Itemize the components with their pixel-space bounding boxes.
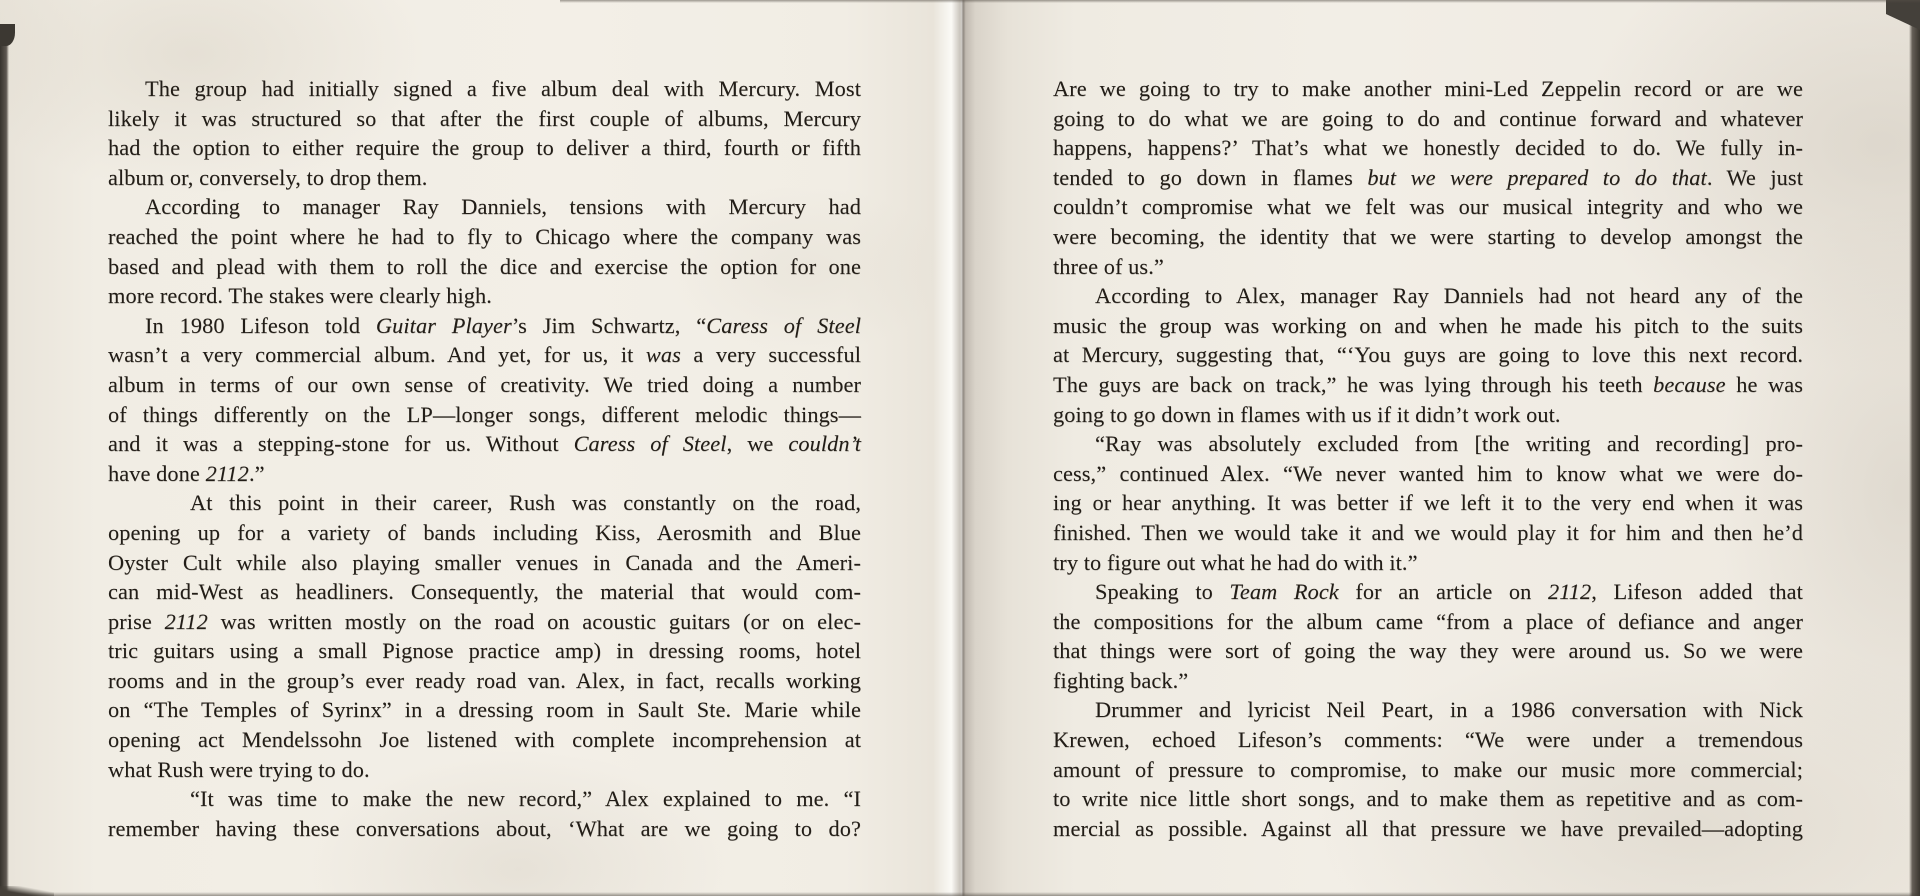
- text-line: [108, 340, 861, 370]
- text-line: [108, 104, 861, 134]
- italic-text-run: because: [1653, 371, 1726, 397]
- text-run: , Lifeson added that: [1591, 579, 1803, 605]
- paragraph: [108, 488, 861, 784]
- page-edge-left: [0, 26, 9, 896]
- text-run: three of us.”: [1053, 253, 1164, 279]
- text-line: [108, 577, 861, 607]
- text-line: [1053, 281, 1803, 311]
- paragraph: [1053, 695, 1803, 843]
- text-run: According to Alex, manager Ray Danniels had not heard any of the: [1095, 283, 1803, 309]
- text-run: album or, conversely, to drop them.: [108, 164, 428, 190]
- paragraph: [1053, 577, 1803, 695]
- text-line: [108, 725, 861, 755]
- text-run: prise: [108, 608, 165, 634]
- text-run: ing or hear anything. It was better if we left it to the very end when it was: [1053, 490, 1803, 516]
- italic-text-run: was: [645, 342, 681, 368]
- text-line: [108, 311, 861, 341]
- text-run: going to go down in flames with us if it didn’t work out.: [1053, 401, 1561, 427]
- italic-text-run: 2112: [1547, 579, 1592, 605]
- text-line: [1053, 636, 1803, 666]
- text-line: [1053, 488, 1803, 518]
- italic-text-run: Guitar Player: [375, 312, 512, 338]
- text-run: at Mercury, suggesting that, “‘You guys are going to love this next record.: [1053, 342, 1803, 368]
- page-edge-left-corner: [0, 24, 15, 46]
- text-run: wasn’t a very commercial album. And yet, for us, it: [108, 342, 646, 368]
- page-edge-right-top: [1886, 0, 1920, 38]
- paragraph: [108, 192, 861, 310]
- italic-text-run: Team Rock: [1229, 579, 1339, 605]
- text-run: of things differently on the LP—longer songs, different melodic things—: [108, 401, 861, 427]
- italic-text-run: 2112: [205, 460, 249, 486]
- text-line: [1053, 695, 1803, 725]
- text-line: [1053, 814, 1803, 844]
- text-run: what Rush were trying to do.: [108, 756, 370, 782]
- paragraph: [1053, 429, 1803, 577]
- text-line: [108, 666, 861, 696]
- text-line: [1053, 725, 1803, 755]
- paragraph: [1053, 281, 1803, 429]
- paragraph: [108, 784, 861, 843]
- text-line: [1053, 518, 1803, 548]
- text-run: “It was time to make the new record,” Alex explained to me. “I: [190, 786, 861, 812]
- text-line: [108, 784, 861, 814]
- text-line: [1053, 133, 1803, 163]
- text-line: [1053, 607, 1803, 637]
- text-line: [1053, 784, 1803, 814]
- text-run: According to manager Ray Danniels, tensions with Mercury had: [145, 194, 861, 220]
- text-run: finished. Then we would take it and we would play it for him and then he’d: [1053, 519, 1803, 545]
- text-run: a very successful: [680, 342, 861, 368]
- text-run: In 1980 Lifeson told: [145, 312, 376, 338]
- text-run: Are we going to try to make another mini-Led Zeppelin record or are we: [1053, 76, 1803, 101]
- text-run: for an article on: [1338, 579, 1548, 605]
- text-run: try to figure out what he had do with it.”: [1053, 549, 1418, 575]
- text-run: album in terms of our own sense of creativity. We tried doing a number: [108, 371, 861, 397]
- text-line: [1053, 311, 1803, 341]
- text-run: fighting back.”: [1053, 667, 1189, 693]
- text-line: [108, 281, 861, 311]
- text-line: [108, 695, 861, 725]
- text-run: .”: [248, 460, 265, 486]
- text-run: remember having these conversations about, ‘What are we going to do?: [108, 815, 861, 841]
- scan-edge-bottom: [0, 892, 1920, 896]
- italic-text-run: but we were prepared to do that: [1367, 164, 1707, 190]
- text-line: [1053, 163, 1803, 193]
- text-run: Speaking to: [1095, 579, 1230, 605]
- text-run: Drummer and lyricist Neil Peart, in a 1986 conversation with Nick: [1095, 697, 1803, 723]
- text-run: were becoming, the identity that we were starting to develop amongst the: [1053, 223, 1803, 249]
- text-run: Krewen, echoed Lifeson’s comments: “We were under a tremendous: [1053, 727, 1803, 753]
- text-run: ’s Jim Schwartz, “: [511, 312, 707, 338]
- text-line: [108, 74, 861, 104]
- text-line: [108, 222, 861, 252]
- text-run: At this point in their career, Rush was constantly on the road,: [190, 490, 861, 516]
- text-line: [1053, 548, 1803, 578]
- text-line: [108, 755, 861, 785]
- text-run: , we: [726, 431, 789, 457]
- text-run: that things were sort of going the way they were around us. So we were: [1053, 638, 1803, 664]
- text-run: mercial as possible. Against all that pressure we have prevailed—adopting: [1053, 815, 1803, 841]
- text-line: [108, 607, 861, 637]
- text-run: happens, happens?’ That’s what we honestly decided to do. We fully in-: [1053, 135, 1803, 161]
- text-line: [108, 548, 861, 578]
- text-line: [1053, 192, 1803, 222]
- text-run: the compositions for the album came “from a place of defiance and anger: [1053, 608, 1803, 634]
- text-line: [108, 518, 861, 548]
- text-line: [1053, 222, 1803, 252]
- text-run: . We just: [1706, 164, 1803, 190]
- text-run: tended to go down in flames: [1053, 164, 1368, 190]
- text-line: [1053, 577, 1803, 607]
- text-line: [1053, 340, 1803, 370]
- text-line: [1053, 252, 1803, 282]
- italic-text-run: couldn’t: [788, 431, 861, 457]
- text-line: [1053, 755, 1803, 785]
- text-run: rooms and in the group’s ever ready road van. Alex, in fact, recalls working: [108, 667, 861, 693]
- text-line: [108, 163, 861, 193]
- scan-corner-bottom-left: [0, 886, 54, 896]
- text-run: reached the point where he had to fly to Chicago where the company was: [108, 223, 861, 249]
- text-run: couldn’t compromise what we felt was our musical integrity and who we: [1053, 194, 1803, 220]
- text-run: based and plead with them to roll the dice and exercise the option for one: [108, 253, 861, 279]
- text-line: [108, 636, 861, 666]
- text-run: and it was a stepping-stone for us. Without: [108, 431, 574, 457]
- text-run: going to do what we are going to do and continue forward and whatever: [1053, 105, 1803, 131]
- text-line: [1053, 104, 1803, 134]
- text-line: [108, 192, 861, 222]
- text-line: [1053, 429, 1803, 459]
- text-run: on “The Temples of Syrinx” in a dressing room in Sault Ste. Marie while: [108, 697, 861, 723]
- text-run: Oyster Cult while also playing smaller venues in Canada and the Ameri-: [108, 549, 861, 575]
- text-run: likely it was structured so that after the first couple of albums, Mercury: [108, 105, 861, 131]
- paragraph: [108, 74, 861, 192]
- paragraph: [108, 311, 861, 489]
- text-line: [1053, 459, 1803, 489]
- text-line: [108, 488, 861, 518]
- text-run: was written mostly on the road on acoustic guitars (or on elec-: [207, 608, 861, 634]
- text-run: “Ray was absolutely excluded from [the writing and recording] pro-: [1095, 431, 1803, 457]
- text-run: The group had initially signed a five album deal with Mercury. Most: [145, 76, 861, 101]
- text-line: [108, 370, 861, 400]
- text-line: [1053, 74, 1803, 104]
- text-line: [108, 133, 861, 163]
- text-line: [108, 252, 861, 282]
- page-edge-right: [1909, 0, 1920, 896]
- text-run: have done: [108, 460, 206, 486]
- paragraph: [1053, 74, 1803, 281]
- text-run: opening up for a variety of bands including Kiss, Aerosmith and Blue: [108, 519, 861, 545]
- text-run: tric guitars using a small Pignose practice amp) in dressing rooms, hotel: [108, 638, 861, 664]
- scan-edge-top: [560, 0, 1920, 3]
- text-run: he was: [1725, 371, 1803, 397]
- italic-text-run: Caress of Steel: [706, 312, 861, 338]
- text-line: [1053, 370, 1803, 400]
- text-run: music the group was working on and when he made his pitch to the suits: [1053, 312, 1803, 338]
- text-run: opening act Mendelssohn Joe listened with complete incomprehension at: [108, 727, 861, 753]
- italic-text-run: 2112: [164, 608, 208, 634]
- text-run: The guys are back on track,” he was lying through his teeth: [1053, 371, 1654, 397]
- text-line: [1053, 400, 1803, 430]
- text-line: [108, 459, 861, 489]
- text-run: amount of pressure to compromise, to make our music more commercial;: [1053, 756, 1803, 782]
- italic-text-run: Caress of Steel: [573, 431, 727, 457]
- text-run: more record. The stakes were clearly high.: [108, 283, 492, 309]
- left-page-text: [108, 74, 861, 843]
- text-run: cess,” continued Alex. “We never wanted him to know what we were do-: [1053, 460, 1803, 486]
- text-line: [108, 429, 861, 459]
- text-line: [108, 814, 861, 844]
- text-run: to write nice little short songs, and to make them as repetitive and as com-: [1053, 786, 1803, 812]
- text-line: [108, 400, 861, 430]
- gutter-crease: [961, 0, 965, 896]
- text-run: had the option to either require the group to deliver a third, fourth or fifth: [108, 135, 861, 161]
- text-run: can mid-West as headliners. Consequently, the material that would com-: [108, 579, 861, 605]
- text-line: [1053, 666, 1803, 696]
- right-page-text: [1053, 74, 1803, 843]
